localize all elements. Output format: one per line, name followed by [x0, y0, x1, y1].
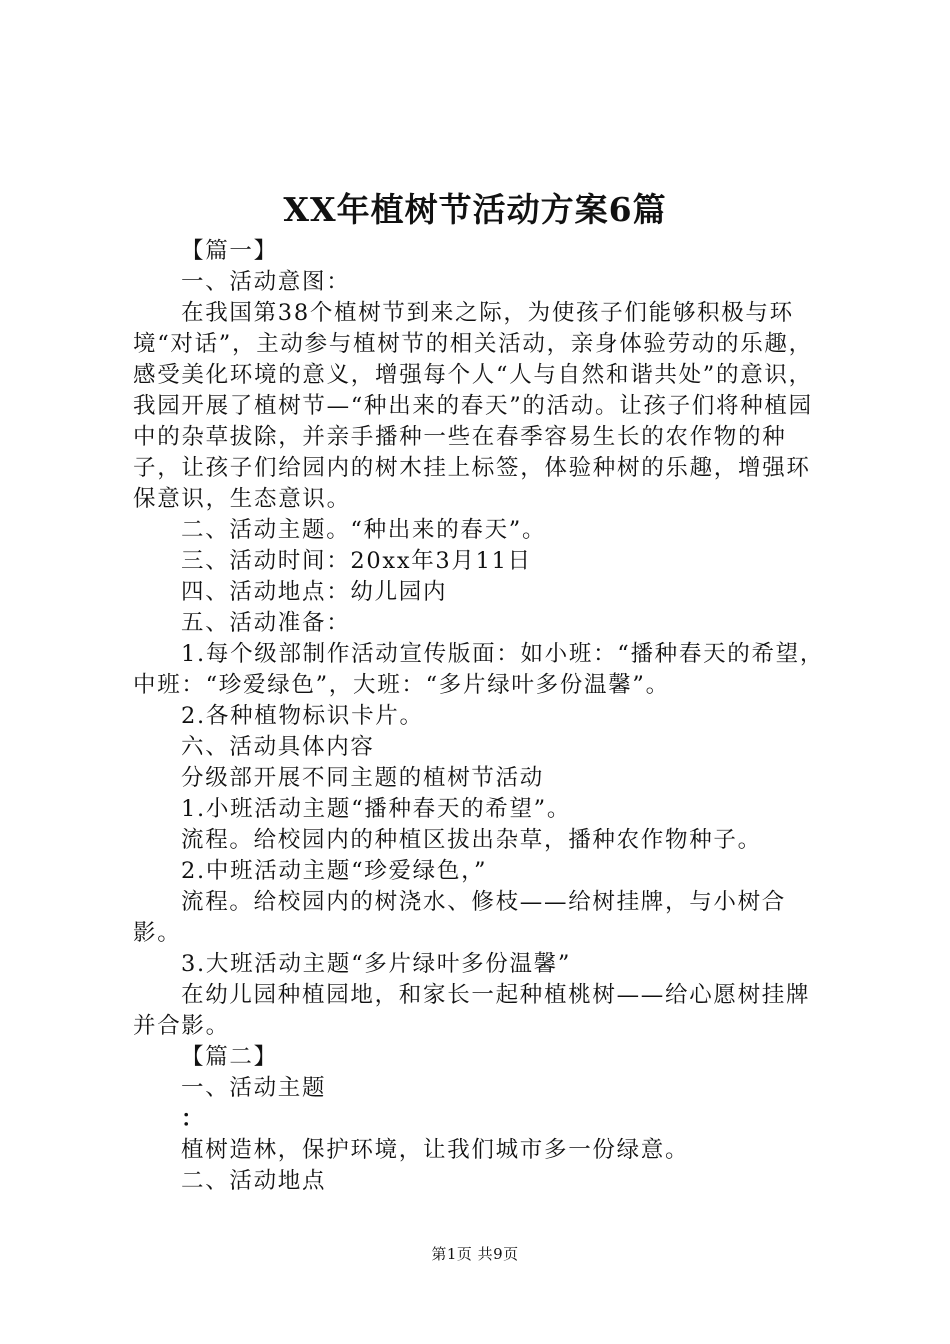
content-intro: 分级部开展不同主题的植树节活动: [181, 765, 545, 791]
prep-item-2: 2.各种植物标识卡片。: [181, 703, 424, 729]
heading-part-two-theme: 一、活动主题: [181, 1075, 327, 1101]
heading-activity-content: 六、活动具体内容: [181, 734, 375, 760]
heading-activity-prep: 五、活动准备：: [181, 610, 351, 636]
prep-item-1: 1.每个级部制作活动宣传版面：如小班：“播种春天的希望，中班：“珍爱绿色”，大班：“多片绿叶多份温馨”。: [133, 641, 825, 698]
content-middle-class: 2.中班活动主题“珍爱绿色，”: [181, 858, 488, 884]
heading-activity-time: 三、活动时间：20xx年3月11日: [181, 548, 532, 574]
section-heading-part-one: 【篇一】: [181, 238, 278, 264]
part-two-theme-body: 植树造林，保护环境，让我们城市多一份绿意。: [181, 1137, 690, 1163]
heading-activity-location: 四、活动地点：幼儿园内: [181, 579, 448, 605]
content-large-class: 3.大班活动主题“多片绿叶多份温馨”: [181, 951, 572, 977]
content-small-class: 1.小班活动主题“播种春天的希望”。: [181, 796, 572, 822]
paragraph-intent-body: 在我国第38个植树节到来之际，为使孩子们能够积极与环境“对话”，主动参与植树节的相关活动，亲身体验劳动的乐趣，感受美化环境的意义，增强每个人“人与自然和谐共处”的意识，我园开展了植树节—“种出来的春天”的活动。让孩子们将种植园中的杂草拔除，并亲手播种一些在春季容易生长的农作物的种子，让孩子们给园内的树木挂上标签，体验种树的乐趣，增强环保意识，生态意识。: [133, 300, 813, 512]
heading-activity-theme: 二、活动主题。“种出来的春天”。: [181, 517, 547, 543]
stray-colon: ：: [181, 1106, 206, 1132]
heading-part-two-location: 二、活动地点: [181, 1168, 327, 1194]
document-body: [133, 236, 833, 1197]
content-small-class-flow: 流程。给校园内的种植区拔出杂草，播种农作物种子。: [181, 827, 762, 853]
document-title: XX年植树节活动方案6篇: [283, 190, 667, 229]
heading-activity-intent: 一、活动意图：: [181, 269, 351, 295]
content-large-class-flow: 在幼儿园种植园地，和家长一起种植桃树——给心愿树挂牌并合影。: [133, 982, 811, 1039]
page-footer: 第1页 共9页: [431, 1245, 519, 1263]
section-heading-part-two: 【篇二】: [181, 1044, 278, 1070]
content-middle-class-flow: 流程。给校园内的树浇水、修枝——给树挂牌，与小树合影。: [133, 889, 787, 946]
